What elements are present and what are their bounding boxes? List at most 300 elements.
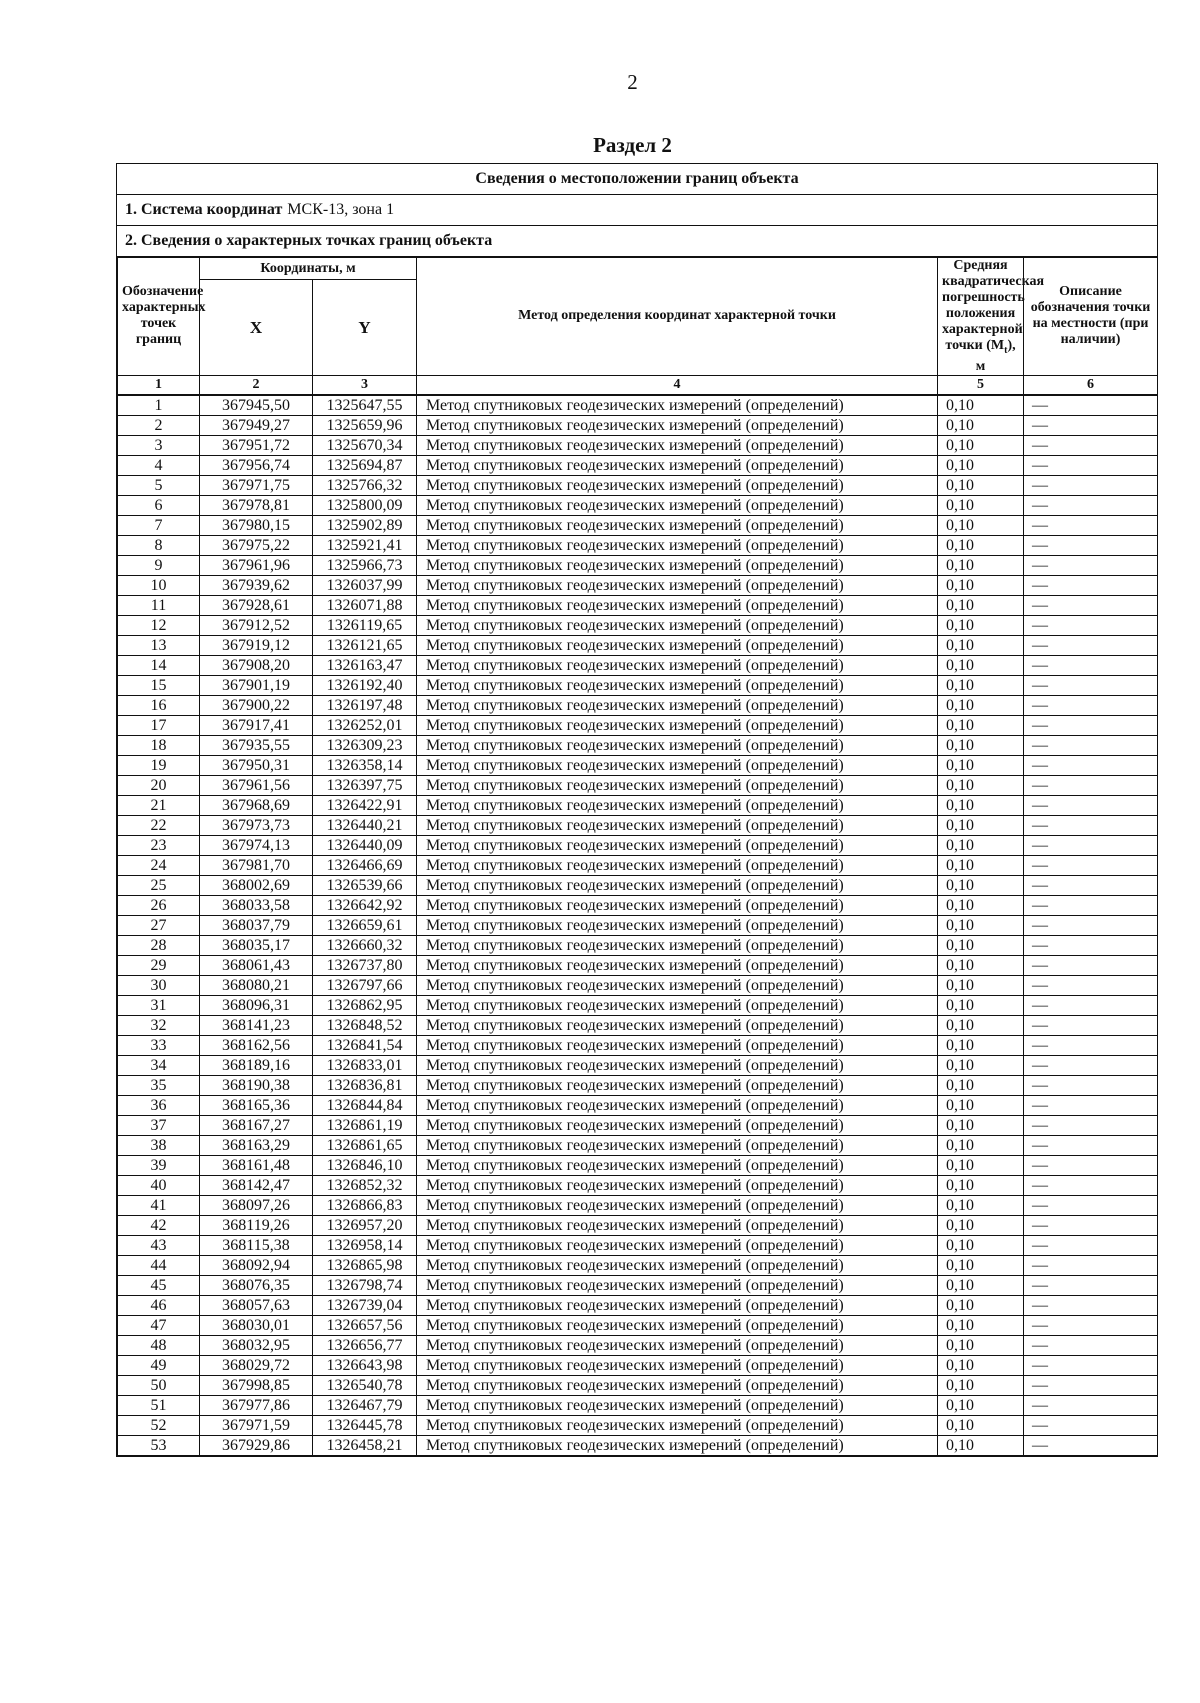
method-cell: Метод спутниковых геодезических измерений (определений) (417, 536, 938, 556)
x-coordinate: 368162,56 (200, 1036, 313, 1056)
description-cell: — (1024, 1196, 1158, 1216)
error-cell: 0,10 (938, 576, 1024, 596)
y-coordinate: 1326852,32 (313, 1176, 417, 1196)
method-cell: Метод спутниковых геодезических измерений (определений) (417, 436, 938, 456)
y-coordinate: 1326861,19 (313, 1116, 417, 1136)
table-row (118, 816, 1158, 836)
x-coordinate: 368119,26 (200, 1216, 313, 1236)
y-coordinate: 1326841,54 (313, 1036, 417, 1056)
point-number: 31 (118, 996, 200, 1016)
table-row (118, 936, 1158, 956)
coordinate-system-label: 1. Система координат (125, 201, 283, 218)
description-cell: — (1024, 1296, 1158, 1316)
description-cell: — (1024, 936, 1158, 956)
description-cell: — (1024, 1136, 1158, 1156)
point-number: 13 (118, 636, 200, 656)
y-coordinate: 1326848,52 (313, 1016, 417, 1036)
method-cell: Метод спутниковых геодезических измерений (определений) (417, 676, 938, 696)
table-row (118, 616, 1158, 636)
error-cell: 0,10 (938, 1316, 1024, 1336)
table-row (118, 596, 1158, 616)
point-number: 6 (118, 496, 200, 516)
table-row (118, 476, 1158, 496)
x-coordinate: 368029,72 (200, 1356, 313, 1376)
description-cell: — (1024, 436, 1158, 456)
y-coordinate: 1326440,09 (313, 836, 417, 856)
table-row (118, 416, 1158, 436)
point-number: 24 (118, 856, 200, 876)
y-coordinate: 1325670,34 (313, 436, 417, 456)
table-row (118, 1076, 1158, 1096)
y-coordinate: 1326309,23 (313, 736, 417, 756)
method-cell: Метод спутниковых геодезических измерений (определений) (417, 736, 938, 756)
y-coordinate: 1326957,20 (313, 1216, 417, 1236)
point-number: 12 (118, 616, 200, 636)
table-row (118, 856, 1158, 876)
description-cell: — (1024, 1076, 1158, 1096)
x-coordinate: 368115,38 (200, 1236, 313, 1256)
x-coordinate: 367971,75 (200, 476, 313, 496)
error-cell: 0,10 (938, 536, 1024, 556)
method-cell: Метод спутниковых геодезических измерений (определений) (417, 856, 938, 876)
description-cell: — (1024, 696, 1158, 716)
method-cell: Метод спутниковых геодезических измерений (определений) (417, 616, 938, 636)
x-coordinate: 368037,79 (200, 916, 313, 936)
y-coordinate: 1325694,87 (313, 456, 417, 476)
method-cell: Метод спутниковых геодезических измерений (определений) (417, 1056, 938, 1076)
x-coordinate: 367977,86 (200, 1396, 313, 1416)
error-cell: 0,10 (938, 796, 1024, 816)
table-row (118, 876, 1158, 896)
x-coordinate: 367978,81 (200, 496, 313, 516)
point-number: 33 (118, 1036, 200, 1056)
description-cell: — (1024, 776, 1158, 796)
boundaries-form (116, 163, 1158, 1457)
column-number: 4 (417, 375, 938, 395)
method-cell: Метод спутниковых геодезических измерений (определений) (417, 456, 938, 476)
table-row (118, 1116, 1158, 1136)
method-cell: Метод спутниковых геодезических измерений (определений) (417, 1156, 938, 1176)
method-cell: Метод спутниковых геодезических измерений (определений) (417, 476, 938, 496)
method-cell: Метод спутниковых геодезических измерений (определений) (417, 1196, 938, 1216)
table-row (118, 516, 1158, 536)
point-number: 17 (118, 716, 200, 736)
x-coordinate: 368189,16 (200, 1056, 313, 1076)
point-number: 4 (118, 456, 200, 476)
y-coordinate: 1326656,77 (313, 1336, 417, 1356)
method-cell: Метод спутниковых геодезических измерений (определений) (417, 996, 938, 1016)
y-coordinate: 1326397,75 (313, 776, 417, 796)
y-coordinate: 1326071,88 (313, 596, 417, 616)
y-coordinate: 1326445,78 (313, 1416, 417, 1436)
description-cell: — (1024, 636, 1158, 656)
description-cell: — (1024, 676, 1158, 696)
error-cell: 0,10 (938, 1396, 1024, 1416)
table-row (118, 636, 1158, 656)
x-coordinate: 368080,21 (200, 976, 313, 996)
y-coordinate: 1326197,48 (313, 696, 417, 716)
x-coordinate: 368061,43 (200, 956, 313, 976)
point-number: 3 (118, 436, 200, 456)
method-cell: Метод спутниковых геодезических измерений (определений) (417, 816, 938, 836)
y-coordinate: 1326865,98 (313, 1256, 417, 1276)
point-number: 7 (118, 516, 200, 536)
table-row (118, 996, 1158, 1016)
error-cell: 0,10 (938, 476, 1024, 496)
point-number: 43 (118, 1236, 200, 1256)
method-cell: Метод спутниковых геодезических измерений (определений) (417, 936, 938, 956)
y-coordinate: 1326643,98 (313, 1356, 417, 1376)
table-row (118, 1316, 1158, 1336)
method-cell: Метод спутниковых геодезических измерений (определений) (417, 416, 938, 436)
method-cell: Метод спутниковых геодезических измерений (определений) (417, 896, 938, 916)
form-main-title: Сведения о местоположении границ объекта (117, 164, 1157, 195)
error-cell: 0,10 (938, 1416, 1024, 1436)
method-cell: Метод спутниковых геодезических измерений (определений) (417, 1396, 938, 1416)
col-y-header: Y (313, 280, 417, 375)
y-coordinate: 1326037,99 (313, 576, 417, 596)
method-cell: Метод спутниковых геодезических измерений (определений) (417, 1336, 938, 1356)
method-cell: Метод спутниковых геодезических измерений (определений) (417, 836, 938, 856)
error-cell: 0,10 (938, 1436, 1024, 1456)
y-coordinate: 1326358,14 (313, 756, 417, 776)
error-cell: 0,10 (938, 1256, 1024, 1276)
method-cell: Метод спутниковых геодезических измерений (определений) (417, 1276, 938, 1296)
table-row (118, 796, 1158, 816)
description-cell: — (1024, 1336, 1158, 1356)
method-cell: Метод спутниковых геодезических измерений (определений) (417, 1076, 938, 1096)
description-cell: — (1024, 996, 1158, 1016)
point-number: 44 (118, 1256, 200, 1276)
x-coordinate: 367981,70 (200, 856, 313, 876)
method-cell: Метод спутниковых геодезических измерений (определений) (417, 636, 938, 656)
x-coordinate: 367908,20 (200, 656, 313, 676)
method-cell: Метод спутниковых геодезических измерений (определений) (417, 716, 938, 736)
method-cell: Метод спутниковых геодезических измерений (определений) (417, 1256, 938, 1276)
method-cell: Метод спутниковых геодезических измерений (определений) (417, 1036, 938, 1056)
point-number: 50 (118, 1376, 200, 1396)
error-cell: 0,10 (938, 436, 1024, 456)
y-coordinate: 1326739,04 (313, 1296, 417, 1316)
y-coordinate: 1326119,65 (313, 616, 417, 636)
method-cell: Метод спутниковых геодезических измерений (определений) (417, 876, 938, 896)
description-cell: — (1024, 1276, 1158, 1296)
point-number: 5 (118, 476, 200, 496)
error-cell: 0,10 (938, 1296, 1024, 1316)
method-cell: Метод спутниковых геодезических измерений (определений) (417, 1436, 938, 1456)
point-number: 38 (118, 1136, 200, 1156)
description-cell: — (1024, 476, 1158, 496)
x-coordinate: 368142,47 (200, 1176, 313, 1196)
col-coordinates-header: Координаты, м (200, 258, 417, 280)
table-row (118, 676, 1158, 696)
description-cell: — (1024, 1236, 1158, 1256)
error-cell: 0,10 (938, 1116, 1024, 1136)
point-number: 48 (118, 1336, 200, 1356)
error-cell: 0,10 (938, 496, 1024, 516)
column-number: 3 (313, 375, 417, 395)
x-coordinate: 368033,58 (200, 896, 313, 916)
description-cell: — (1024, 1216, 1158, 1236)
error-cell: 0,10 (938, 1216, 1024, 1236)
point-number: 22 (118, 816, 200, 836)
table-row (118, 1136, 1158, 1156)
point-number: 46 (118, 1296, 200, 1316)
y-coordinate: 1326866,83 (313, 1196, 417, 1216)
table-row (118, 1096, 1158, 1116)
point-number: 14 (118, 656, 200, 676)
error-cell: 0,10 (938, 456, 1024, 476)
description-cell: — (1024, 976, 1158, 996)
error-cell: 0,10 (938, 1136, 1024, 1156)
error-cell: 0,10 (938, 1176, 1024, 1196)
method-cell: Метод спутниковых геодезических измерений (определений) (417, 1216, 938, 1236)
description-cell: — (1024, 1256, 1158, 1276)
point-number: 27 (118, 916, 200, 936)
point-number: 37 (118, 1116, 200, 1136)
y-coordinate: 1326797,66 (313, 976, 417, 996)
y-coordinate: 1326657,56 (313, 1316, 417, 1336)
description-cell: — (1024, 656, 1158, 676)
error-cell: 0,10 (938, 676, 1024, 696)
method-cell: Метод спутниковых геодезических измерений (определений) (417, 696, 938, 716)
error-cell: 0,10 (938, 1016, 1024, 1036)
y-coordinate: 1326844,84 (313, 1096, 417, 1116)
method-cell: Метод спутниковых геодезических измерений (определений) (417, 1136, 938, 1156)
y-coordinate: 1326440,21 (313, 816, 417, 836)
column-numbers-row (118, 375, 1158, 395)
point-number: 36 (118, 1096, 200, 1116)
y-coordinate: 1326466,69 (313, 856, 417, 876)
description-cell: — (1024, 956, 1158, 976)
point-number: 39 (118, 1156, 200, 1176)
table-row (118, 456, 1158, 476)
x-coordinate: 368096,31 (200, 996, 313, 1016)
column-number: 2 (200, 375, 313, 395)
x-coordinate: 368092,94 (200, 1256, 313, 1276)
error-cell: 0,10 (938, 956, 1024, 976)
y-coordinate: 1326422,91 (313, 796, 417, 816)
description-cell: — (1024, 1356, 1158, 1376)
y-coordinate: 1326862,95 (313, 996, 417, 1016)
table-row (118, 736, 1158, 756)
y-coordinate: 1325902,89 (313, 516, 417, 536)
point-number: 18 (118, 736, 200, 756)
error-cell: 0,10 (938, 816, 1024, 836)
y-coordinate: 1326861,65 (313, 1136, 417, 1156)
table-row (118, 1436, 1158, 1456)
description-cell: — (1024, 1316, 1158, 1336)
error-cell: 0,10 (938, 636, 1024, 656)
table-row (118, 1276, 1158, 1296)
description-cell: — (1024, 876, 1158, 896)
table-row (118, 1196, 1158, 1216)
x-coordinate: 367917,41 (200, 716, 313, 736)
table-row (118, 1256, 1158, 1276)
error-cell: 0,10 (938, 996, 1024, 1016)
method-cell: Метод спутниковых геодезических измерений (определений) (417, 656, 938, 676)
description-cell: — (1024, 616, 1158, 636)
x-coordinate: 367912,52 (200, 616, 313, 636)
description-cell: — (1024, 395, 1158, 416)
point-number: 32 (118, 1016, 200, 1036)
y-coordinate: 1325800,09 (313, 496, 417, 516)
error-cell: 0,10 (938, 656, 1024, 676)
y-coordinate: 1325966,73 (313, 556, 417, 576)
point-number: 29 (118, 956, 200, 976)
x-coordinate: 368165,36 (200, 1096, 313, 1116)
error-cell: 0,10 (938, 736, 1024, 756)
error-cell: 0,10 (938, 596, 1024, 616)
x-coordinate: 367900,22 (200, 696, 313, 716)
col-description-header: Описание обозначения точки на местности (при наличии) (1024, 258, 1158, 376)
description-cell: — (1024, 1416, 1158, 1436)
table-row (118, 436, 1158, 456)
description-cell: — (1024, 516, 1158, 536)
point-number: 45 (118, 1276, 200, 1296)
points-table-body (118, 395, 1158, 1456)
y-coordinate: 1326846,10 (313, 1156, 417, 1176)
table-row (118, 1156, 1158, 1176)
point-number: 20 (118, 776, 200, 796)
point-number: 26 (118, 896, 200, 916)
x-coordinate: 368030,01 (200, 1316, 313, 1336)
error-cell: 0,10 (938, 516, 1024, 536)
y-coordinate: 1326660,32 (313, 936, 417, 956)
x-coordinate: 367974,13 (200, 836, 313, 856)
point-number: 10 (118, 576, 200, 596)
error-cell: 0,10 (938, 556, 1024, 576)
point-number: 35 (118, 1076, 200, 1096)
y-coordinate: 1326958,14 (313, 1236, 417, 1256)
method-cell: Метод спутниковых геодезических измерений (определений) (417, 956, 938, 976)
y-coordinate: 1326836,81 (313, 1076, 417, 1096)
y-coordinate: 1326252,01 (313, 716, 417, 736)
method-cell: Метод спутниковых геодезических измерений (определений) (417, 1176, 938, 1196)
x-coordinate: 368141,23 (200, 1016, 313, 1036)
coordinate-system-line (117, 195, 1157, 226)
x-coordinate: 368163,29 (200, 1136, 313, 1156)
method-cell: Метод спутниковых геодезических измерений (определений) (417, 916, 938, 936)
table-row (118, 656, 1158, 676)
error-cell: 0,10 (938, 1356, 1024, 1376)
table-row (118, 1056, 1158, 1076)
method-cell: Метод спутниковых геодезических измерений (определений) (417, 796, 938, 816)
point-number: 8 (118, 536, 200, 556)
x-coordinate: 367998,85 (200, 1376, 313, 1396)
col-designation-header: Обозначение характерных точек границ (118, 258, 200, 376)
x-coordinate: 367945,50 (200, 395, 313, 416)
point-number: 23 (118, 836, 200, 856)
column-number: 6 (1024, 375, 1158, 395)
x-coordinate: 368035,17 (200, 936, 313, 956)
point-number: 41 (118, 1196, 200, 1216)
description-cell: — (1024, 816, 1158, 836)
error-cell: 0,10 (938, 696, 1024, 716)
x-coordinate: 368057,63 (200, 1296, 313, 1316)
error-cell: 0,10 (938, 1336, 1024, 1356)
description-cell: — (1024, 456, 1158, 476)
description-cell: — (1024, 896, 1158, 916)
x-coordinate: 367961,56 (200, 776, 313, 796)
x-coordinate: 368161,48 (200, 1156, 313, 1176)
table-row (118, 836, 1158, 856)
method-cell: Метод спутниковых геодезических измерений (определений) (417, 1316, 938, 1336)
points-section-title: 2. Сведения о характерных точках границ объекта (117, 226, 1157, 257)
description-cell: — (1024, 736, 1158, 756)
method-cell: Метод спутниковых геодезических измерений (определений) (417, 576, 938, 596)
method-cell: Метод спутниковых геодезических измерений (определений) (417, 1296, 938, 1316)
table-row (118, 1296, 1158, 1316)
description-cell: — (1024, 1056, 1158, 1076)
error-cell: 0,10 (938, 716, 1024, 736)
description-cell: — (1024, 1436, 1158, 1456)
description-cell: — (1024, 916, 1158, 936)
method-cell: Метод спутниковых геодезических измерений (определений) (417, 1016, 938, 1036)
method-cell: Метод спутниковых геодезических измерений (определений) (417, 496, 938, 516)
error-cell: 0,10 (938, 856, 1024, 876)
x-coordinate: 367968,69 (200, 796, 313, 816)
error-cell: 0,10 (938, 1156, 1024, 1176)
point-number: 52 (118, 1416, 200, 1436)
x-coordinate: 368097,26 (200, 1196, 313, 1216)
point-number: 51 (118, 1396, 200, 1416)
method-cell: Метод спутниковых геодезических измерений (определений) (417, 516, 938, 536)
method-cell: Метод спутниковых геодезических измерений (определений) (417, 556, 938, 576)
y-coordinate: 1326798,74 (313, 1276, 417, 1296)
column-number: 5 (938, 375, 1024, 395)
y-coordinate: 1326121,65 (313, 636, 417, 656)
column-number: 1 (118, 375, 200, 395)
description-cell: — (1024, 756, 1158, 776)
description-cell: — (1024, 796, 1158, 816)
table-row (118, 1216, 1158, 1236)
method-cell: Метод спутниковых геодезических измерений (определений) (417, 776, 938, 796)
y-coordinate: 1326163,47 (313, 656, 417, 676)
x-coordinate: 367956,74 (200, 456, 313, 476)
point-number: 53 (118, 1436, 200, 1456)
y-coordinate: 1326467,79 (313, 1396, 417, 1416)
description-cell: — (1024, 836, 1158, 856)
x-coordinate: 367919,12 (200, 636, 313, 656)
point-number: 1 (118, 395, 200, 416)
description-cell: — (1024, 536, 1158, 556)
y-coordinate: 1326458,21 (313, 1436, 417, 1456)
method-cell: Метод спутниковых геодезических измерений (определений) (417, 1356, 938, 1376)
x-coordinate: 367935,55 (200, 736, 313, 756)
table-row (118, 1236, 1158, 1256)
table-row (118, 896, 1158, 916)
table-row (118, 576, 1158, 596)
point-number: 25 (118, 876, 200, 896)
description-cell: — (1024, 1376, 1158, 1396)
error-cell: 0,10 (938, 1096, 1024, 1116)
point-number: 19 (118, 756, 200, 776)
table-row (118, 1336, 1158, 1356)
table-row (118, 1376, 1158, 1396)
x-coordinate: 367975,22 (200, 536, 313, 556)
error-cell: 0,10 (938, 976, 1024, 996)
table-row (118, 1176, 1158, 1196)
error-cell: 0,10 (938, 1236, 1024, 1256)
x-coordinate: 367961,96 (200, 556, 313, 576)
x-coordinate: 368032,95 (200, 1336, 313, 1356)
table-row (118, 1396, 1158, 1416)
point-number: 34 (118, 1056, 200, 1076)
method-cell: Метод спутниковых геодезических измерений (определений) (417, 976, 938, 996)
table-row (118, 1356, 1158, 1376)
x-coordinate: 367950,31 (200, 756, 313, 776)
